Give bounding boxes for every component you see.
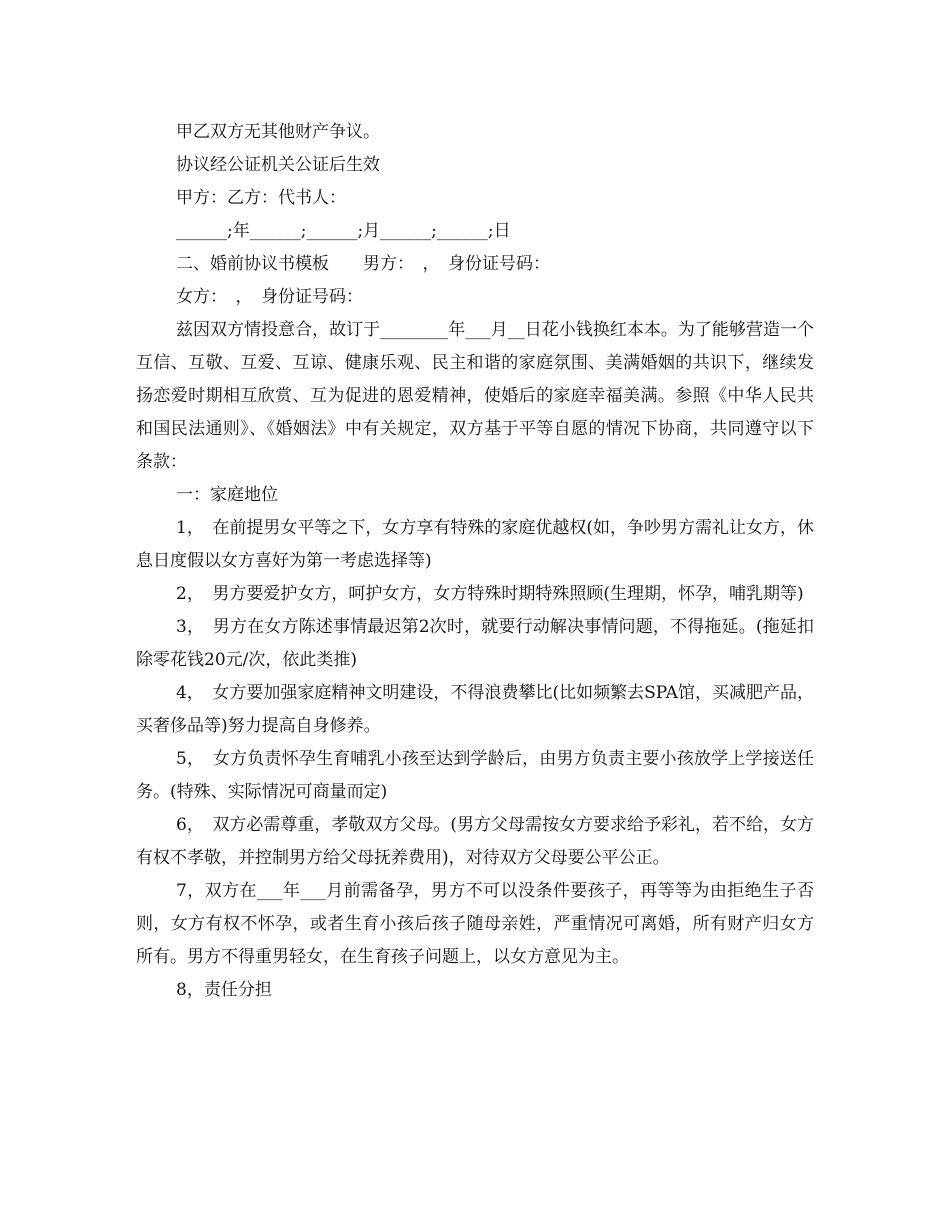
paragraph-preamble: 兹因双方情投意合，故订于________年___月__日花小钱换红本本。为了能够营造一个互信、互敬、互爱、互谅、健康乐观、民主和谐的家庭氛围、美满婚姻的共识下，继续发扬恋爱时期相互欣赏、互为促进的恩爱精神，使婚后的家庭幸福美满。参照《中华人民共和国民法通则》、《婚姻法》中有关规定，双方基于平等自愿的情况下协商，共同遵守以下条款： bbox=[136, 320, 814, 472]
paragraph-notarization: 协议经公证机关公证后生效 bbox=[176, 155, 380, 175]
clause-3: 3， 男方在女方陈述事情最迟第2次时，就要行动解决事情问题，不得拖延。(拖延扣除零花钱20元/次，依此类推) bbox=[136, 617, 814, 670]
clause-8: 8，责任分担 bbox=[176, 980, 272, 1000]
clause-4: 4， 女方要加强家庭精神文明建设，不得浪费攀比(比如频繁去SPA馆，买减肥产品，买奢侈品等)努力提高自身修养。 bbox=[136, 683, 814, 736]
section-heading-prenup-template: 二、婚前协议书模板 男方： ， 身份证号码： bbox=[176, 254, 550, 274]
clause-7: 7，双方在___年___月前需备孕，男方不可以没条件要孩子，再等等为由拒绝生子否则，女方有权不怀孕，或者生育小孩后孩子随母亲姓，严重情况可离婚，所有财产归女方所有。男方不得重男轻女，在生育孩子问题上，以女方意见为主。 bbox=[136, 881, 814, 967]
clause-6: 6， 双方必需尊重，孝敬双方父母。(男方父母需按女方要求给予彩礼，若不给，女方有权不孝敬，并控制男方给父母抚养费用)，对待双方父母要公平公正。 bbox=[136, 815, 814, 868]
clause-5: 5， 女方负责怀孕生育哺乳小孩至达到学龄后，由男方负责主要小孩放学上学接送任务。(特殊、实际情况可商量而定) bbox=[136, 749, 814, 802]
section-heading-family-status: 一：家庭地位 bbox=[176, 485, 278, 505]
paragraph-signatories: 甲方：乙方：代书人： bbox=[176, 188, 346, 208]
clause-2: 2， 男方要爱护女方，呵护女方，女方特殊时期特殊照顾(生理期，怀孕，哺乳期等) bbox=[176, 584, 804, 604]
paragraph-no-dispute: 甲乙双方无其他财产争议。 bbox=[176, 122, 380, 142]
clause-1: 1， 在前提男女平等之下，女方享有特殊的家庭优越权(如，争吵男方需礼让女方，休息日度假以女方喜好为第一考虑选择等) bbox=[136, 518, 814, 571]
paragraph-date-line: ______;年______;______;月______;______;日 bbox=[176, 221, 511, 241]
paragraph-female-party: 女方： ， 身份证号码： bbox=[176, 287, 363, 307]
document-body bbox=[136, 116, 814, 1007]
